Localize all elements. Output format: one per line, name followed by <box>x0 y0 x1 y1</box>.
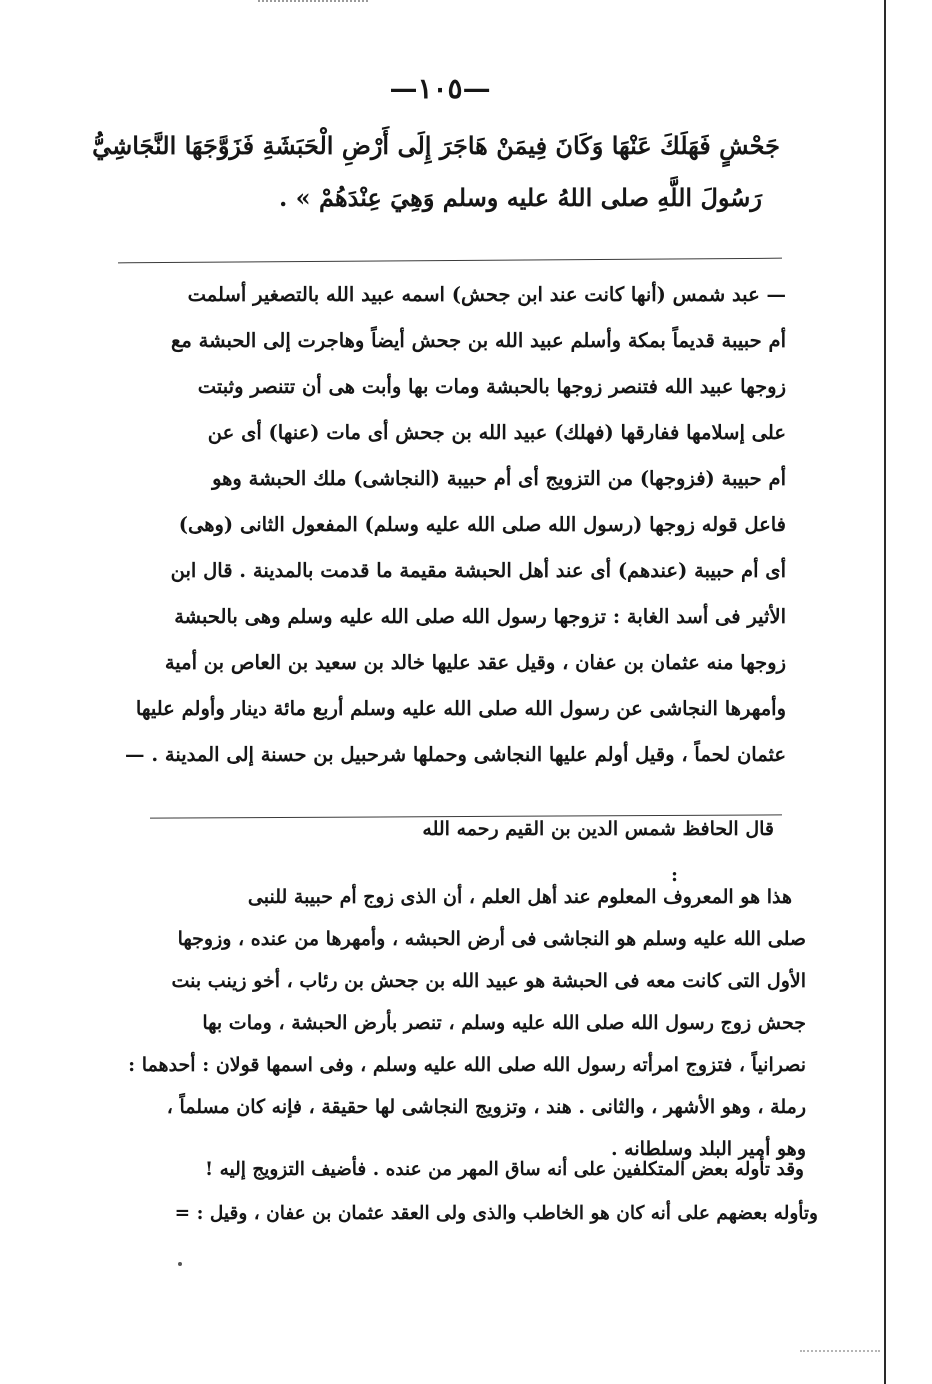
commentary-block <box>126 272 786 778</box>
page-edge-line <box>884 0 886 1384</box>
page-number: —١٠٥— <box>389 72 491 105</box>
hadith-line: جَحْشٍ فَهَلَكَ عَنْهَا وَكَانَ فِيمَنْ هَاجَرَ إِلَى أَرْضِ الْحَبَشَةِ فَزَوَّجَهَا النَّجَاشِيُّ <box>92 131 780 160</box>
quote-line: الأول التى كانت معه فى الحبشة هو عبيد الله بن جحش بن رئاب ، أخو زينب بنت <box>171 970 806 992</box>
scan-edge-dots <box>258 0 368 4</box>
commentary-line: الأثير فى أسد الغابة : تزوجها رسول الله صلى الله عليه وسلم وهى بالحبشة <box>174 605 786 628</box>
ibn-qayyim-quote <box>128 876 806 1170</box>
ink-speck <box>178 1262 182 1266</box>
quote-line: رملة ، وهو الأشهر ، والثانى . هند ، وتزويج النجاشى لها حقيقة ، فإنه كان مسلماً ، <box>166 1096 806 1118</box>
commentary-line: — عبد شمس (أنها كانت عند ابن جحش) اسمه عبيد الله بالتصغير أسلمت <box>187 283 786 306</box>
commentary-line: فاعل قوله زوجها (رسول الله صلى الله عليه وسلم) المفعول الثانى (وهى) <box>178 513 786 536</box>
note-line: وقد تأوله بعض المتكلفين على أنه ساق المهر من عنده . فأضيف التزويج إليه ! <box>205 1159 804 1180</box>
commentary-line: زوجها منه عثمان بن عفان ، وقيل عقد عليها خالد بن سعيد بن العاص بن أمية <box>164 651 786 674</box>
divider-rule <box>118 258 782 264</box>
hadith-line: رَسُولَ اللَّهِ صلى اللهُ عليه وسلم وَهِيَ عِنْدَهُمْ » . <box>278 183 762 212</box>
commentary-line: على إسلامها ففارقها (فهلك) عبيد الله بن جحش أى مات (عنها) أى عن <box>207 421 786 444</box>
commentary-line: زوجها عبيد الله فتنصر زوجها بالحبشة ومات بها وأبت هى أن تتنصر وثبتت <box>197 375 786 398</box>
commentary-line: وأمهرها النجاشى عن رسول الله صلى الله عليه وسلم أربع مائة دينار وأولم عليها <box>135 697 786 720</box>
commentary-line: أى أم حبيبة (عندهم) أى عند أهل الحبشة مقيمة ما قدمت بالمدينة . قال ابن <box>170 559 786 582</box>
quote-line: جحش زوج رسول الله صلى الله عليه وسلم ، تنصر بأرض الحبشة ، ومات بها <box>202 1012 806 1034</box>
quote-line: صلى الله عليه وسلم هو النجاشى فى أرض الحبشه ، وأمهرها من عنده ، وزوجها <box>177 928 806 950</box>
quote-line: نصرانياً ، فتزوج امرأته رسول الله صلى الله عليه وسلم ، وفى اسمها قولان : أحدهما : <box>128 1054 806 1076</box>
hadith-text <box>92 120 780 224</box>
commentary-line: أم حبيبة (فزوجها) من التزويج أى أم حبيبة (النجاشى) ملك الحبشة وهو <box>212 467 786 490</box>
commentary-line: عثمان لحماً ، وقيل أولم عليها النجاشى وحملها شرحبيل بن حسنة إلى المدينة . — <box>125 743 786 766</box>
attribution-line: قال الحافظ شمس الدين بن القيم رحمه الله <box>422 818 774 840</box>
quote-line: وهو أمير البلد وسلطانه . <box>610 1138 806 1160</box>
scan-smudge <box>800 1350 880 1374</box>
quote-line: هذا هو المعروف المعلوم عند أهل العلم ، أن الذى زوج أم حبيبة للنبى <box>247 886 792 908</box>
commentary-line: أم حبيبة قديماً بمكة وأسلم عبيد الله بن جحش أيضاً وهاجرت إلى الحبشة مع <box>171 329 786 352</box>
note-line: وتأوله بعضهم على أنه كان هو الخاطب والذى ولى العقد عثمان بن عفان ، وقيل : = <box>174 1203 818 1224</box>
attribution-colon: : <box>670 864 678 886</box>
interpretation-note <box>174 1148 818 1236</box>
